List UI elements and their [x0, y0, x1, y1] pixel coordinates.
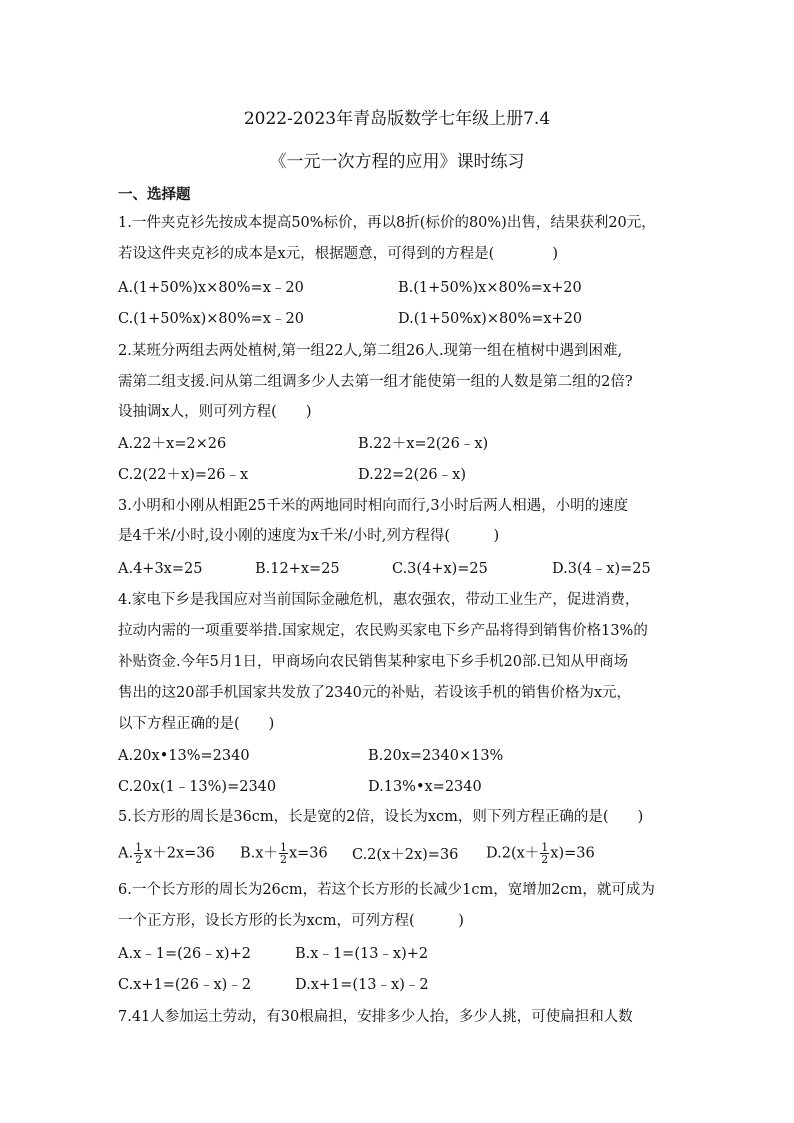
question-4-option-d: D.13%•x=2340 — [368, 779, 482, 795]
option-b-label: B.x＋ — [240, 845, 278, 862]
option-d-label: D.2(x＋ — [486, 845, 540, 862]
question-3-option-b: B.12+x=25 — [255, 561, 340, 577]
question-2-option-b: B.22＋x=2(26﹣x) — [358, 436, 489, 452]
question-6-option-b: B.x﹣1=(13﹣x)+2 — [295, 946, 429, 962]
question-6-option-c: C.x+1=(26﹣x)﹣2 — [118, 977, 252, 993]
question-4-line3: 补贴资金.今年5月1日，甲商场向农民销售某种家电下乡手机20部.已知从甲商场 — [118, 654, 629, 670]
question-3-option-a: A.4+3x=25 — [118, 561, 203, 577]
question-5-option-a — [118, 842, 215, 865]
page-title-line2: 《一元一次方程的应用》课时练习 — [269, 152, 525, 172]
question-2-line1: 2.某班分两组去两处植树,第一组22人,第二组26人.现第一组在植树中遇到困难, — [118, 343, 623, 359]
question-1-option-b: B.(1+50%)x×80%=x+20 — [398, 280, 582, 296]
section-heading: 一、选择题 — [118, 187, 191, 203]
question-2-line2: 需第二组支援.问从第二组调多少人去第一组才能使第一组的人数是第二组的2倍? — [118, 374, 633, 390]
question-4-line1: 4.家电下乡是我国应对当前国际金融危机，惠农强农，带动工业生产，促进消费， — [118, 592, 640, 608]
question-2-option-a: A.22＋x=2×26 — [118, 436, 227, 452]
option-d-text: x)=36 — [550, 845, 595, 862]
question-5-option-b — [240, 842, 328, 865]
question-5-option-d — [486, 842, 595, 865]
option-a-text: x＋2x=36 — [144, 845, 215, 862]
fraction-one-half: $\frac{1}{2}$ — [279, 841, 287, 866]
question-3-line1: 3.小明和小刚从相距25千米的两地同时相向而行,3小时后两人相遇，小明的速度 — [118, 498, 629, 514]
question-6-line1: 6.一个长方形的周长为26cm，若这个长方形的长减少1cm，宽增加2cm，就可成为 — [118, 882, 655, 898]
question-6-line2: 一个正方形，设长方形的长为xcm，可列方程( ) — [118, 913, 464, 929]
question-4-line5: 以下方程正确的是( ) — [118, 716, 275, 732]
question-5-option-c: C.2(x＋2x)=36 — [352, 847, 459, 863]
question-3-option-d: D.3(4﹣x)=25 — [552, 561, 651, 577]
option-a-label: A. — [118, 845, 134, 862]
question-3-option-c: C.3(4+x)=25 — [392, 561, 488, 577]
fraction-one-half: $\frac{1}{2}$ — [135, 841, 143, 866]
question-4-option-a: A.20x•13%=2340 — [118, 748, 250, 764]
question-2-line3: 设抽调x人，则可列方程( ) — [118, 404, 312, 420]
question-1-line2: 若设这件夹克衫的成本是x元，根据题意，可得到的方程是( ) — [118, 246, 558, 262]
question-6-option-d: D.x+1=(13﹣x)﹣2 — [295, 977, 429, 993]
question-3-line2: 是4千米/小时,设小刚的速度为x千米/小时,列方程得( ) — [118, 528, 500, 544]
question-2-option-c: C.2(22＋x)=26﹣x — [118, 467, 249, 483]
question-1-line1: 1.一件夹克衫先按成本提高50%标价，再以8折(标价的80%)出售，结果获利20元， — [118, 215, 656, 231]
question-2-option-d: D.22=2(26﹣x) — [358, 467, 466, 483]
option-b-text: x=36 — [288, 845, 328, 862]
question-1-option-a: A.(1+50%)x×80%=x﹣20 — [118, 280, 304, 296]
question-4-line4: 售出的这20部手机国家共发放了2340元的补贴，若设该手机的销售价格为x元， — [118, 685, 632, 701]
page-title-line1: 2022-2023年青岛版数学七年级上册7.4 — [243, 109, 551, 129]
question-7-line1: 7.41人参加运土劳动，有30根扁担，安排多少人抬，多少人挑，可使扁担和人数 — [118, 1009, 633, 1025]
fraction-one-half: $\frac{1}{2}$ — [541, 841, 549, 866]
question-5-line1: 5.长方形的周长是36cm，长是宽的2倍，设长为xcm，则下列方程正确的是( ) — [118, 809, 644, 825]
question-4-line2: 拉动内需的一项重要举措.国家规定，农民购买家电下乡产品将得到销售价格13%的 — [118, 623, 648, 639]
question-1-option-d: D.(1+50%x)×80%=x+20 — [398, 311, 583, 327]
question-4-option-b: B.20x=2340×13% — [368, 748, 504, 764]
question-1-option-c: C.(1+50%x)×80%=x﹣20 — [118, 311, 304, 327]
question-6-option-a: A.x﹣1=(26﹣x)+2 — [118, 946, 251, 962]
question-4-option-c: C.20x(1﹣13%)=2340 — [118, 779, 277, 795]
